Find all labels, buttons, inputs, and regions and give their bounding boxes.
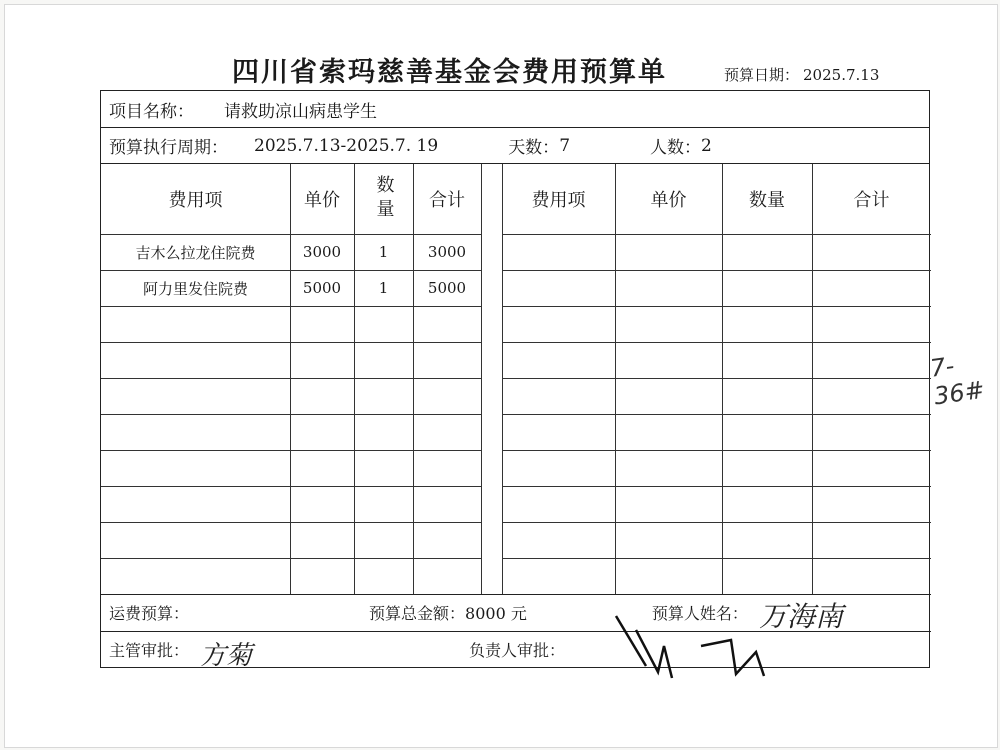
- project-name: 请救助凉山病患学生: [224, 101, 377, 122]
- responsible-label: 负责人审批：: [469, 641, 566, 660]
- right-header-item: 费用项: [531, 190, 586, 211]
- row1-total: 3000: [427, 243, 467, 261]
- row1-qty: 1: [378, 243, 389, 261]
- preparer-label: 预算人姓名：: [651, 604, 748, 623]
- left-header-total: 合计: [429, 190, 465, 211]
- days-value: 7: [559, 135, 571, 156]
- row2-item: 阿力里发住院费: [142, 279, 248, 298]
- period-label: 预算执行周期：: [109, 138, 228, 158]
- responsible-signature: [606, 596, 776, 688]
- total-label: 预算总金额：: [369, 604, 466, 623]
- right-header-total: 合计: [853, 190, 890, 211]
- left-header-item: 费用项: [168, 190, 223, 211]
- row2-qty: 1: [378, 279, 389, 297]
- days-label: 天数：: [508, 138, 560, 158]
- left-header-price: 单价: [304, 190, 340, 211]
- supervisor-label: 主管审批：: [109, 641, 190, 660]
- project-label: 项目名称：: [109, 101, 194, 122]
- left-header-qty: 数量: [373, 175, 395, 223]
- period-row: [101, 128, 929, 164]
- row2-price: 5000: [302, 279, 342, 297]
- budget-date: [720, 64, 879, 85]
- form-title: 四川省索玛慈善基金会费用预算单: [232, 57, 667, 88]
- people-value: 2: [701, 135, 712, 156]
- row1-item: 吉木么拉龙住院费: [135, 243, 256, 262]
- budget-date-label: 预算日期：: [724, 66, 800, 84]
- budget-date-value: 2025.7.13: [803, 66, 880, 84]
- preparer-signature-text: 万海南: [759, 600, 844, 633]
- total-value: 8000 元: [465, 604, 527, 623]
- period-value: 2025.7.13-2025.7. 19: [254, 135, 439, 156]
- right-header-qty: 数量: [749, 190, 785, 211]
- supervisor-signature: [198, 632, 268, 676]
- project-row: [101, 91, 929, 128]
- freight-label: 运费预算：: [109, 604, 190, 623]
- right-header-price: 单价: [650, 190, 687, 211]
- row2-total: 5000: [427, 279, 467, 297]
- row1-price: 3000: [302, 243, 342, 261]
- responsible-signature-text: 娥 娥: [718, 666, 721, 667]
- people-label: 人数：: [650, 138, 702, 158]
- supervisor-signature-text: 方菊: [200, 641, 253, 671]
- budget-form: [100, 90, 930, 668]
- margin-note: 7-36#: [928, 351, 987, 411]
